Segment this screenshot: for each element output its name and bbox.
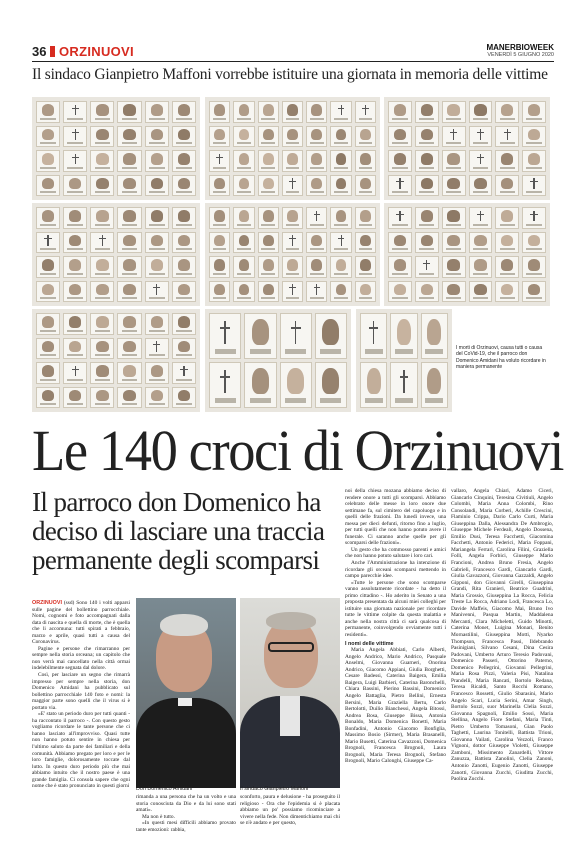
victim-photo <box>145 313 169 335</box>
victim-photo <box>90 256 114 278</box>
victim-photo <box>355 175 376 197</box>
victim-photo <box>315 313 347 359</box>
victim-photo <box>209 281 230 303</box>
victim-photo <box>145 175 169 197</box>
portrait-don-domenico <box>136 598 236 784</box>
victim-photo <box>388 281 412 303</box>
cross-icon <box>63 126 87 148</box>
victim-photo <box>117 281 141 303</box>
victim-photo <box>415 126 439 148</box>
victim-photo <box>421 313 448 359</box>
victim-photo <box>233 281 254 303</box>
victim-photo <box>90 362 114 384</box>
bulletin-photo-panel <box>384 97 550 200</box>
victim-photo <box>522 101 546 123</box>
victim-photo <box>145 101 169 123</box>
article-paragraph: «E' stato un periodo duro per tutti quanti - ha raccontato il parroco -. Con questo gesto vogliamo ricordare le tante persone che ci hanno lasciato all'improvviso. Quasi tutte non hanno potuto sentire in chiesa per l'ultimo saluto da parte dei familiari e della comunità. Abbiamo pregato per loro e per le loro famiglie, dolorosamente toccate dal lutto. In questo duro periodo più che mai abbiamo intuito che il nostro paese è una grande famiglia. Ci consola sapere che ogni nome che è stato pronunciato in questi giorni <box>32 711 130 790</box>
victim-photo <box>306 150 327 172</box>
victim-photo <box>117 175 141 197</box>
cross-icon <box>330 101 351 123</box>
victim-photo <box>415 175 439 197</box>
victim-photo <box>315 362 347 408</box>
victim-photo <box>282 256 303 278</box>
victim-photo <box>233 126 254 148</box>
cross-icon <box>306 207 327 229</box>
victim-photo <box>117 126 141 148</box>
victim-photo <box>63 338 87 360</box>
article-paragraph: Così, per lasciare un segno che rimarrà impresso per sempre nella storia, don Domenico Amidani ha pubblicato sul bollettino parrocchiale 140 foto e nomi: la maggior parte sono quelli che il virus si è portato via. <box>32 672 130 711</box>
victim-photo <box>90 338 114 360</box>
victim-photo <box>90 101 114 123</box>
victim-photo <box>390 313 417 359</box>
victim-photo <box>306 256 327 278</box>
victims-list-title: I nomi delle vittime <box>345 640 394 647</box>
victim-photo <box>36 362 60 384</box>
cross-icon <box>469 126 493 148</box>
victim-photo <box>117 313 141 335</box>
victim-photo <box>495 256 519 278</box>
victim-photo <box>233 175 254 197</box>
cross-icon <box>390 362 417 408</box>
cross-icon <box>388 207 412 229</box>
victim-photo <box>244 313 276 359</box>
cross-icon <box>209 362 241 408</box>
victim-photo <box>306 101 327 123</box>
victim-photo <box>63 207 87 229</box>
article-column-5 <box>451 488 553 828</box>
victim-photo <box>415 150 439 172</box>
cross-icon <box>280 313 312 359</box>
victim-photo <box>90 126 114 148</box>
cross-icon <box>172 362 196 384</box>
victim-photo <box>63 175 87 197</box>
cross-icon <box>63 150 87 172</box>
victim-photo <box>330 207 351 229</box>
victims-list-continued: vallaro, Angela Chiari, Adamo Ciceri, Giancarlo Cinquini, Teresina Civitiuli, Angelo Colombi, Maria Anna Colombi, Rino Consolandi, Maria Corberi, Achille Crescini, Flaminio Crippa, Dario Carlo Curti, Maria Giuseppina Dalla, Alessandra De Ambrogio, Giuseppe Michele Ferdeali, Angelo Dossena, Emilio Dusi, Teresa Facchetti, Giacomina Facchetti, Antonio Federici, Maria Foppani, Mariangela Ferrari, Carolina Filini, Graziella Folli, Angela Forbici, Giuseppe Mario Francioni, Andrea Bruno Fresia, Angelo Gabrieli, Francesco Gardi, Giancarlo Gardi, Giulia Gavazzoni, Giovanna Gazzaldi, Angelo Gipponi, don Giovanni Girelli, Giuseppina Grandi, Rita Granieri, Beatrice Guadrini, Maria Grossio, Giuseppina La Rocca, Felicia Treste La Rocca, Adriano Lodi, Francesca Lo, Davide Maffeis, Giacomo Mai, Bruno Ivo Manivenni, Pasqua Martin, Maddalena Mercanti, Clara Micheletti, Guido Minotti, Caterina Monet, Luigina Monari, Benito Mornastilini, Giuseppina Motti, Nyarko Thompson, Francesca Passi, Ildebrando Pasinigiani, Silvano Cesani, Dina Cesira Padovani, Umberto Arturo Teresio Padovani, Domenico Passeri, Ottorino Paterno, Domenico Pellegrini, Giovanni Pellegrini, Maria Rosa Pizzi, Valeria Pisi, Natalina Prandelli, Maria Rancati, Bortolo Redana, Teresa Ricaldi, Santo Rocchi Romano, Francesco Rossetti, Giulio Sbarasini, Mario Angelo Scari, Lucia Serini, Amar Singh, Bortolo Sozzi, suor Marinella Clelia Sozzi, Giovanna Spagnoli, Emilio Sossi, Maria Stellina, Angelo Fiore Stefani, Maria Tinti, Pietro Umberto Tomasoni, Gian Paolo Taghetti, Laurina Tonitelli, Battista Trioni, Giovanna Vailati, Carolina Vezzoli, Franco Vignoni, dottor Giuseppe Violetti, Giuseppe Zamboni, Missimento Zanardelli, Vittore Zanuzza, Battista Zanolini, Clelia Zanoni, Antonio Zanotti, Eugenio Zanotti, Giuseppe Zanotti, Giovanna Zucchi, Giuditta Zucchi, Paolina Zucchi. <box>451 488 553 783</box>
victim-photo <box>282 207 303 229</box>
victim-photo <box>330 150 351 172</box>
article-paragraph: rimanda a una persona che ha un volto e una storia conosciuta da Dio e da lui sono stati amati». <box>136 794 236 814</box>
victim-photo <box>355 126 376 148</box>
victims-list: Maria Angela Abbiati, Carlo Alberti, Angelo Andrico, Mario Andrico, Pasquale Anselmi, Giovanna Guarneri, Onorina Andrico, Giacomo Appiani, Giulia Borghetti, Cesare Badessi, Caterina Baigera, Emilia Baigera, Luigi Barbieri, Caterina Baronchelli, Chiara Bassini, Pierino Bassini, Domenico Angelo Battaglia, Pietro Bellini, Ernesta Bersini, Maria Graziella Bertu, Carlo Bertolotti, Duilio Bianchessi, Angela Bitossi, Andrea Bosa, Giuseppe Bissa, Antonia Bonaldo, Maria Domenica Bonetti, Maria Bonfadini, Antonio Giacomo Bonfiglia, Massimo Bosio (Sirmer), Maria Brasanelli, Mario Busetti, Caterina Cavazzoni, Domenica Brognoli, Francesca Brognoli, Laura Brognoli, Maria Teresa Brognoli, Stefano Brognoli, Mario Calonghi, Giuseppe Ca- <box>345 647 446 765</box>
article-paragraph: Pagine e persone che rimarranno per sempre nella storia orceana; un capitolo che non verrà mai cancellato nella città ormai indelebilmente segnata dal dolore. <box>32 645 130 672</box>
cross-icon <box>209 150 230 172</box>
victim-photo <box>522 232 546 254</box>
article-column-2 <box>136 794 236 833</box>
victim-photo <box>306 232 327 254</box>
victim-photo <box>233 232 254 254</box>
victim-photo <box>145 150 169 172</box>
victim-photo <box>117 101 141 123</box>
bulletin-photo-panel <box>205 97 380 200</box>
victim-photo <box>117 256 141 278</box>
victim-photo <box>63 256 87 278</box>
article-paragraph: Un gesto che ha commosso parenti e amici che non hanno potuto salutare i loro cari. <box>345 546 446 560</box>
victim-photo <box>388 101 412 123</box>
victim-photo <box>442 150 466 172</box>
victim-photo <box>117 338 141 360</box>
bulletin-photo-panel <box>32 203 200 306</box>
victim-photo <box>495 175 519 197</box>
article-column-4 <box>345 488 446 828</box>
victim-photo <box>258 101 279 123</box>
victim-photo <box>145 126 169 148</box>
victim-photo <box>442 281 466 303</box>
victim-photo <box>388 256 412 278</box>
cross-icon <box>469 207 493 229</box>
victim-photo <box>258 232 279 254</box>
victim-photo <box>209 101 230 123</box>
victim-photo <box>63 232 87 254</box>
victim-photo <box>495 207 519 229</box>
cross-icon <box>306 281 327 303</box>
victim-photo <box>330 126 351 148</box>
victim-photo <box>63 281 87 303</box>
victim-photo <box>209 126 230 148</box>
masthead-logo: MANERBIOWEEK <box>486 43 554 52</box>
victim-photo <box>90 313 114 335</box>
article-column-1 <box>32 600 130 822</box>
cross-icon <box>522 207 546 229</box>
victim-photo <box>209 207 230 229</box>
victim-photo <box>442 101 466 123</box>
victim-photo <box>330 175 351 197</box>
victim-photo <box>355 150 376 172</box>
victim-photo <box>172 232 196 254</box>
victim-photo <box>330 281 351 303</box>
cross-icon <box>330 232 351 254</box>
victim-photo <box>172 207 196 229</box>
cross-icon <box>145 281 169 303</box>
victim-photo <box>280 362 312 408</box>
victim-photo <box>442 232 466 254</box>
victim-photo <box>172 313 196 335</box>
clothing <box>136 698 236 788</box>
page-header <box>32 44 554 60</box>
victim-photo <box>282 101 303 123</box>
victim-photo <box>258 175 279 197</box>
victim-photo <box>117 207 141 229</box>
portrait-caption-left: Don Domenico Amidani <box>136 786 193 792</box>
victim-photo <box>36 387 60 409</box>
victim-photo <box>172 387 196 409</box>
victim-photo <box>415 207 439 229</box>
victim-photo <box>233 256 254 278</box>
victim-photo <box>36 207 60 229</box>
victim-photo <box>36 150 60 172</box>
victim-photo <box>117 150 141 172</box>
victim-photo <box>172 256 196 278</box>
cross-icon <box>90 232 114 254</box>
victim-photo <box>145 232 169 254</box>
victim-photo <box>469 232 493 254</box>
dateline-place: ORZINUOVI <box>32 600 62 606</box>
victim-photo <box>90 281 114 303</box>
author-tag: (ssd) <box>63 600 75 606</box>
victim-photo <box>469 281 493 303</box>
victim-photo <box>330 256 351 278</box>
bulletin-photo-panel <box>32 309 200 412</box>
victim-photo <box>63 313 87 335</box>
photo-caption: I morti di Orzinuovi, causa tutti o causa del CoVid-19, che il parroco don Domenico Amidani ha voluto ricordare in maniera permanente <box>456 345 546 371</box>
victim-photo <box>233 101 254 123</box>
page-number: 36 <box>32 44 47 59</box>
victim-photo <box>209 256 230 278</box>
article-paragraph: ORZINUOVI (ssd) Sono 140 i volti apparsi sulle pagine del bollettino parrocchiale. Nomi, cognomi e foto accompagnati dalla data di nascita e quella di morte, che è quella che li accomuna: tutti spirati a febbraio, marzo e aprile, quasi tutti a causa del Coronavirus. <box>32 600 130 646</box>
subhead: Il parroco don Domenico ha deciso di lasciare una traccia permanente degli scomparsi <box>32 487 325 575</box>
victim-photo <box>233 207 254 229</box>
victim-photo <box>172 175 196 197</box>
victim-photo <box>90 150 114 172</box>
hair <box>266 612 316 630</box>
victim-photo <box>415 281 439 303</box>
victim-photo <box>117 387 141 409</box>
victim-photo <box>415 101 439 123</box>
cross-icon <box>282 175 303 197</box>
shirt <box>280 696 300 736</box>
victim-photo <box>90 175 114 197</box>
victim-photo <box>282 150 303 172</box>
bulletin-photo-panel <box>32 97 200 200</box>
collar <box>178 698 192 706</box>
victim-photo <box>117 232 141 254</box>
headline: Le 140 croci di Orzinuovi <box>32 418 563 483</box>
bulletin-photo-panel <box>356 309 452 412</box>
victim-photo <box>495 232 519 254</box>
victim-photo <box>209 232 230 254</box>
victim-photo <box>522 126 546 148</box>
victim-photo <box>355 256 376 278</box>
section-name: ORZINUOVI <box>59 44 134 59</box>
victim-photo <box>36 256 60 278</box>
victim-photo <box>172 101 196 123</box>
victim-photo <box>258 281 279 303</box>
victim-photo <box>36 313 60 335</box>
article-paragraph: Anche l'Amministrazione ha intenzione di ricordare gli orceani scomparsi mettendo in campo parecchie idee. <box>345 560 446 580</box>
victim-photo <box>442 175 466 197</box>
glasses <box>268 642 314 652</box>
victim-photo <box>442 207 466 229</box>
victim-photo <box>145 362 169 384</box>
victim-photo <box>90 207 114 229</box>
header-rule <box>32 61 554 62</box>
victim-photo <box>172 150 196 172</box>
victim-photo <box>258 150 279 172</box>
victim-photo <box>244 362 276 408</box>
victim-photo <box>209 175 230 197</box>
victim-photo <box>145 256 169 278</box>
kicker: Il sindaco Gianpietro Maffoni vorrebbe istituire una giornata in memoria delle vittime <box>32 66 548 83</box>
victim-photo <box>360 362 387 408</box>
victim-photo <box>415 232 439 254</box>
victim-photo <box>36 338 60 360</box>
victim-photo <box>522 281 546 303</box>
victim-photo <box>522 256 546 278</box>
victim-photo <box>145 387 169 409</box>
cross-icon <box>360 313 387 359</box>
victim-photo <box>233 150 254 172</box>
victim-photo <box>355 232 376 254</box>
cross-icon <box>442 126 466 148</box>
victim-photo <box>495 101 519 123</box>
article-column-3 <box>240 794 340 828</box>
article-paragraph: «Tutte le persone che sono scomparse vanno assolutamente ricordate - ha detto il primo cittadino -. Ho aderito in Senato a una proposta presentata da alcuni miei colleghi per istituire una giornata nazionale per ricordare tutte le vittime colpite da questa malattia e anche nella nostra città ci sarà qualcosa di permanente, coinvolgendo ovviamente tutti i residenti». <box>345 579 446 639</box>
cross-icon <box>495 126 519 148</box>
bulletin-photo-panel <box>205 309 351 412</box>
victim-photo <box>172 281 196 303</box>
victim-photo <box>258 256 279 278</box>
victim-photo <box>469 175 493 197</box>
victim-photo <box>306 175 327 197</box>
victim-photo <box>421 362 448 408</box>
victim-photo <box>495 150 519 172</box>
cross-icon <box>355 101 376 123</box>
victim-photo <box>282 126 303 148</box>
article-paragraph: «In questi mesi difficili abbiamo provato tante emozioni: rabbia, <box>136 820 236 833</box>
cross-icon <box>63 101 87 123</box>
victim-photo <box>388 150 412 172</box>
cross-icon <box>469 150 493 172</box>
victim-photo <box>495 281 519 303</box>
victim-photo <box>36 281 60 303</box>
victim-photo <box>442 256 466 278</box>
article-paragraph: noi della chiesa mozana abbiamo deciso di rendere onore a tutti gli scomparsi. Abbiamo celebrato delle messe in loro onore due settimane fa, sul cimitero del capoluogo e in quelli delle frazioni. Da lunedì invece, una messa per dieci defunti, ritorno fino a luglio, per tutti quelli che non hanno potuto avere il funerale. Ci saranno anche quelle per gli scomparsi delle frazioni». <box>345 488 446 547</box>
victim-photo <box>258 126 279 148</box>
victim-photo <box>63 387 87 409</box>
cross-icon <box>522 175 546 197</box>
portrait-caption-right: Il sindaco Gianpietro Maffoni <box>240 786 309 792</box>
victim-photo <box>388 232 412 254</box>
bulletin-photo-panel <box>205 203 380 306</box>
victim-photo <box>172 126 196 148</box>
cross-icon <box>415 256 439 278</box>
cross-icon <box>282 232 303 254</box>
cross-icon <box>63 362 87 384</box>
victim-photo <box>90 387 114 409</box>
cross-icon <box>388 175 412 197</box>
victim-photo <box>522 150 546 172</box>
victim-photo <box>388 126 412 148</box>
victim-photo <box>145 207 169 229</box>
cross-icon <box>145 338 169 360</box>
hair <box>160 614 208 636</box>
portrait-mayor <box>240 598 340 784</box>
victim-photo <box>36 101 60 123</box>
victim-photo <box>469 256 493 278</box>
section-marker <box>50 46 55 57</box>
victim-photo <box>355 281 376 303</box>
article-paragraph: sconforto, paura e delusione - ha proseguito il religioso - Ora che l'epidemia si è placata abbiamo un po' possiamo ricominciare a vivere nella fede. Non dimentichiamo mai chi se n'è andato e per questo, <box>240 794 340 827</box>
cross-icon <box>36 232 60 254</box>
cross-icon <box>209 313 241 359</box>
victim-photo <box>117 362 141 384</box>
victim-photo <box>36 175 60 197</box>
victim-photo <box>258 207 279 229</box>
bulletin-photo-panel <box>384 203 550 306</box>
victim-photo <box>306 126 327 148</box>
victim-photo <box>355 207 376 229</box>
issue-date: VENERDÌ 5 GIUGNO 2020 <box>487 52 554 58</box>
cross-icon <box>282 281 303 303</box>
victim-photo <box>36 126 60 148</box>
victim-photo <box>172 338 196 360</box>
article-paragraph: Ma non è tutto. <box>142 813 175 820</box>
victim-photo <box>469 101 493 123</box>
